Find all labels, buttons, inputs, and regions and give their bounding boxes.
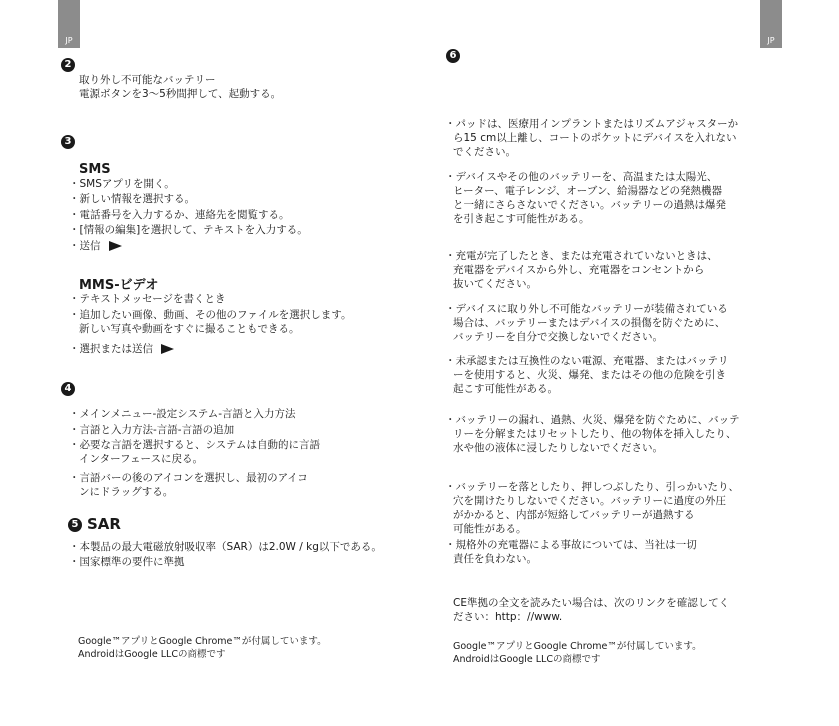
s4-line-1: ・メインメニュー-設定システム-言語と入力方法: [69, 408, 296, 420]
right-footer-line-1: Google™アプリとGoogle Chrome™が付属しています。: [453, 641, 702, 652]
s4-line-5: ・言語バーの後のアイコンを選択し、最初のアイコ: [69, 472, 308, 484]
mms-item-2-cont: 新しい写真や動画をすぐに撮ることもできる。: [79, 323, 300, 335]
s6-p2-line-3: と一緒にさらさないでください。バッテリーの過熱は爆発: [453, 199, 726, 211]
mms-send-label: ・選択または送信: [69, 343, 153, 355]
sar-line-1: ・本製品の最大電磁放射吸収率（SAR）は2.0W / kg以下である。: [69, 541, 382, 553]
s6-p7-line-1: ・バッテリーを落としたり、押しつぶしたり、引っかいたり、: [445, 481, 739, 493]
ce-line-2: ださい：http：//www.: [453, 611, 563, 623]
sms-heading: SMS: [79, 162, 111, 177]
sms-item-4: ・[情報の編集]を選択して、テキストを入力する。: [69, 224, 308, 236]
s6-p2-line-4: を引き起こす可能性がある。: [453, 213, 590, 225]
s2-line-1: 取り外し不可能なバッテリー: [79, 74, 216, 86]
sms-item-2: ・新しい情報を選択する。: [69, 193, 195, 205]
s4-line-4: インターフェースに戻る。: [79, 453, 204, 465]
s6-p6-line-1: ・バッテリーの漏れ、過熱、火災、爆発を防ぐために、バッテ: [445, 414, 740, 426]
s6-p5-line-3: 起こす可能性がある。: [453, 383, 558, 395]
s4-line-6: ンにドラッグする。: [79, 486, 174, 498]
section-4-number-icon: 4: [61, 382, 75, 396]
sms-item-3: ・電話番号を入力するか、連絡先を閲覧する。: [69, 209, 290, 221]
send-arrow-icon: [109, 241, 122, 251]
s6-p2-line-2: ヒーター、電子レンジ、オーブン、給湯器などの発熱機器: [453, 185, 723, 197]
s6-p8-line-2: 責任を負わない。: [453, 553, 537, 565]
language-tab-right: JP: [760, 0, 782, 48]
s6-p7-line-2: 穴を開けたりしないでください。バッテリーに過度の外圧: [453, 495, 726, 507]
s6-p3-line-3: 抜いてください。: [453, 278, 537, 290]
section-2-number-icon: 2: [61, 58, 75, 72]
s6-p7-line-3: がかかると、内部が短絡してバッテリーが過熱する: [453, 509, 695, 521]
mms-item-1: ・テキストメッセージを書くとき: [69, 293, 226, 305]
s6-p5-line-1: ・未承認または互換性のない電源、充電器、またはバッテリ: [445, 355, 729, 367]
s6-p4-line-2: 場合は、バッテリーまたはデバイスの損傷を防ぐために、: [453, 317, 726, 329]
s2-line-2: 電源ボタンを3～5秒間押して、起動する。: [79, 88, 282, 100]
s6-p1-line-3: でください。: [453, 146, 516, 158]
send-arrow-icon: [161, 344, 174, 354]
mms-heading: MMS-ビデオ: [79, 278, 159, 293]
sms-send-label: ・送信: [69, 240, 101, 252]
s6-p1-line-2: ら15 cm以上離し、コートのポケットにデバイスを入れない: [453, 132, 737, 144]
language-tab-left: JP: [58, 0, 80, 48]
s6-p3-line-2: 充電器をデバイスから外し、充電器をコンセントから: [453, 264, 705, 276]
s6-p6-line-2: リーを分解またはリセットしたり、他の物体を挿入したり、: [453, 428, 737, 440]
s4-line-2: ・言語と入力方法-言語-言語の追加: [69, 424, 235, 436]
left-footer-line-1: Google™アプリとGoogle Chrome™が付属しています。: [78, 636, 327, 647]
s4-line-3: ・必要な言語を選択すると、システムは自動的に言語: [69, 439, 320, 451]
s6-p4-line-1: ・デバイスに取り外し不可能なバッテリーが装備されている: [445, 303, 728, 315]
s6-p7-line-4: 可能性がある。: [453, 523, 527, 535]
section-3-number-icon: 3: [61, 135, 75, 149]
section-5-number-icon: 5: [68, 518, 82, 532]
s6-p2-line-1: ・デバイスやその他のバッテリーを、高温または太陽光、: [445, 171, 718, 183]
mms-item-2: ・追加したい画像、動画、その他のファイルを選択します。: [69, 309, 352, 321]
left-footer-line-2: AndroidはGoogle LLCの商標です: [78, 649, 226, 660]
s6-p3-line-1: ・充電が完了したとき、または充電されていないときは、: [445, 250, 718, 262]
right-footer-line-2: AndroidはGoogle LLCの商標です: [453, 654, 601, 665]
sar-line-2: ・国家標準の要件に準拠: [69, 556, 185, 568]
s6-p8-line-1: ・規格外の充電器による事故については、当社は一切: [445, 539, 697, 551]
section-6-number-icon: 6: [446, 49, 460, 63]
sms-send-item: [69, 240, 122, 254]
s6-p4-line-3: バッテリーを自分で交換しないでください。: [453, 331, 663, 343]
s6-p6-line-3: 水や他の液体に浸したりしないでください。: [453, 442, 663, 454]
mms-send-item: [69, 343, 174, 357]
sar-heading: SAR: [87, 515, 121, 533]
sms-item-1: ・SMSアプリを開く。: [69, 178, 175, 190]
s6-p1-line-1: ・パッドは、医療用インプラントまたはリズムアジャスターか: [445, 118, 739, 130]
s6-p5-line-2: ーを使用すると、火災、爆発、またはその他の危険を引き: [453, 369, 726, 381]
ce-line-1: CE準拠の全文を読みたい場合は、次のリンクを確認してく: [453, 597, 730, 609]
